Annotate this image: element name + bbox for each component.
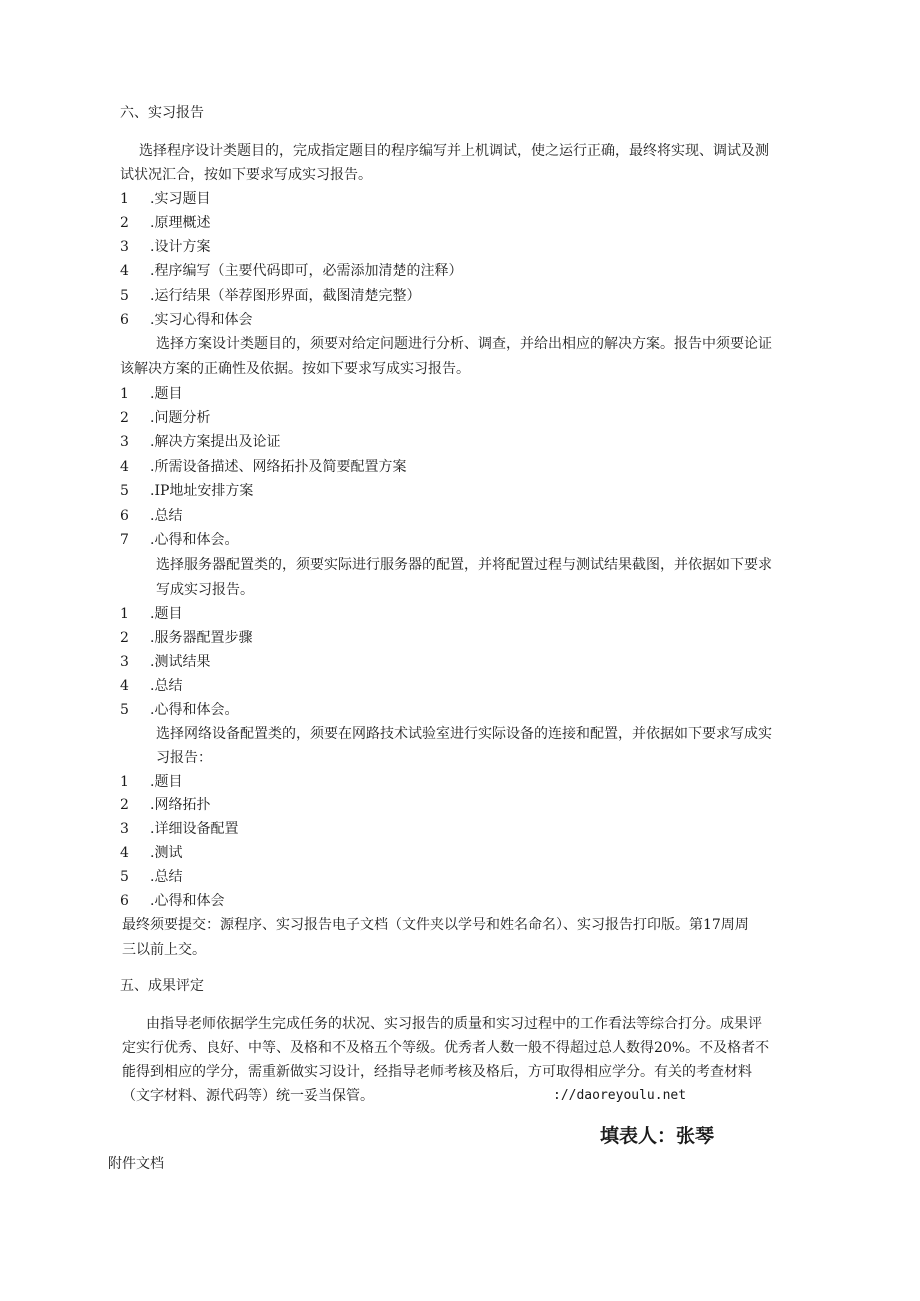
list-b-num: 6 (120, 508, 129, 524)
list-b-num: 5 (120, 483, 129, 499)
list-c-item (120, 628, 252, 648)
list-d-item (120, 795, 210, 815)
list-b-item (120, 408, 210, 428)
list-a-item (120, 237, 210, 257)
list-a-num: 3 (120, 239, 129, 255)
para-b-line-1: 选择方案设计类题目的，须要对给定问题进行分析、调查，并给出相应的解决方案。报告中须要论证 (156, 336, 772, 352)
list-d-num: 4 (120, 845, 129, 861)
list-a-text: .程序编写（主要代码即可，必需添加清楚的注释） (150, 263, 463, 279)
list-a-item (120, 261, 462, 281)
final-submission-line-2: 三以前上交。 (122, 942, 206, 958)
list-c-text: .服务器配置步骤 (150, 630, 253, 646)
list-b-text: .所需设备描述、网络拓扑及简要配置方案 (150, 459, 407, 475)
list-b-text: .题目 (150, 386, 183, 402)
list-c-num: 1 (120, 606, 129, 622)
grading-line-1: 由指导老师依据学生完成任务的状况、实习报告的质量和实习过程中的工作看法等综合打分。成果评 (146, 1016, 762, 1032)
list-d-text: .测试 (150, 845, 183, 861)
list-b-num: 2 (120, 410, 129, 426)
list-a-text: .原理概述 (150, 215, 211, 231)
list-b-text: .总结 (150, 508, 183, 524)
list-b-item (120, 457, 406, 477)
list-b-num: 7 (120, 532, 129, 548)
list-d-text: .网络拓扑 (150, 797, 211, 813)
list-c-item (120, 652, 210, 672)
list-a-item (120, 189, 210, 209)
list-d-item (120, 819, 238, 839)
list-b-item (120, 384, 182, 404)
list-d-item (120, 891, 224, 911)
list-d-item (120, 772, 182, 792)
list-c-text: .测试结果 (150, 654, 211, 670)
list-c-num: 2 (120, 630, 129, 646)
list-d-text: .总结 (150, 869, 183, 885)
grading-line-2: 定实行优秀、良好、中等、及格和不及格五个等级。优秀者人数一般不得超过总人数得20%。不及格者不 (122, 1040, 770, 1056)
list-d-item (120, 867, 182, 887)
list-c-item (120, 700, 238, 720)
list-a-num: 5 (120, 288, 129, 304)
list-a-item (120, 286, 420, 306)
para-b-line-2: 该解决方案的正确性及依据。按如下要求写成实习报告。 (120, 361, 470, 377)
grading-line-4: （文字材料、源代码等）统一妥当保管。 (122, 1088, 374, 1104)
list-c-item (120, 604, 182, 624)
list-b-num: 3 (120, 434, 129, 450)
list-a-text: .实习心得和体会 (150, 312, 253, 328)
list-c-text: .题目 (150, 606, 183, 622)
para-c-line-2: 写成实习报告。 (156, 582, 254, 598)
list-a-item (120, 310, 252, 330)
list-d-num: 3 (120, 821, 129, 837)
list-b-item (120, 506, 182, 526)
section-6-heading: 六、实习报告 (120, 105, 204, 121)
list-d-text: .详细设备配置 (150, 821, 239, 837)
list-d-num: 1 (120, 774, 129, 790)
website-url: ://daoreyoulu.net (553, 1088, 687, 1103)
list-b-num: 4 (120, 459, 129, 475)
list-c-num: 5 (120, 702, 129, 718)
list-d-num: 2 (120, 797, 129, 813)
form-filler-signature: 填表人：张琴 (600, 1125, 715, 1147)
list-b-num: 1 (120, 386, 129, 402)
grading-line-3: 能得到相应的学分，需重新做实习设计，经指导老师考核及格后，方可取得相应学分。有关的考查材料 (122, 1064, 752, 1080)
list-a-text: .实习题目 (150, 191, 211, 207)
list-b-text: .IP地址安排方案 (150, 483, 254, 499)
para-c-line-1: 选择服务器配置类的，须要实际进行服务器的配置，并将配置过程与测试结果截图，并依据如下要求 (156, 557, 772, 573)
list-a-num: 2 (120, 215, 129, 231)
list-b-item (120, 432, 280, 452)
list-c-num: 4 (120, 678, 129, 694)
list-b-text: .心得和体会。 (150, 532, 239, 548)
footer-attachment-label: 附件文档 (108, 1156, 164, 1172)
list-d-text: .题目 (150, 774, 183, 790)
list-a-text: .运行结果（举荐图形界面，截图清楚完整） (150, 288, 421, 304)
list-b-text: .解决方案提出及论证 (150, 434, 281, 450)
list-c-num: 3 (120, 654, 129, 670)
list-c-text: .总结 (150, 678, 183, 694)
list-d-text: .心得和体会 (150, 893, 225, 909)
list-b-item (120, 481, 253, 501)
section-5-heading: 五、成果评定 (120, 978, 204, 994)
list-a-item (120, 213, 210, 233)
intro-line-1: 选择程序设计类题目的，完成指定题目的程序编写并上机调试，使之运行正确，最终将实现、调试及测 (139, 143, 769, 159)
list-a-num: 1 (120, 191, 129, 207)
list-a-text: .设计方案 (150, 239, 211, 255)
final-submission-line-1: 最终须要提交：源程序、实习报告电子文档（文件夹以学号和姓名命名）、实习报告打印版。第17周周 (122, 917, 749, 933)
list-d-item (120, 843, 182, 863)
list-c-text: .心得和体会。 (150, 702, 239, 718)
list-b-text: .问题分析 (150, 410, 211, 426)
intro-line-2: 试状况汇合，按如下要求写成实习报告。 (120, 167, 372, 183)
para-d-line-2: 习报告： (156, 750, 212, 766)
list-a-num: 6 (120, 312, 129, 328)
para-d-line-1: 选择网络设备配置类的，须要在网路技术试验室进行实际设备的连接和配置，并依据如下要求写成实 (156, 726, 772, 742)
list-b-item (120, 530, 238, 550)
list-a-num: 4 (120, 263, 129, 279)
list-c-item (120, 676, 182, 696)
list-d-num: 5 (120, 869, 129, 885)
list-d-num: 6 (120, 893, 129, 909)
